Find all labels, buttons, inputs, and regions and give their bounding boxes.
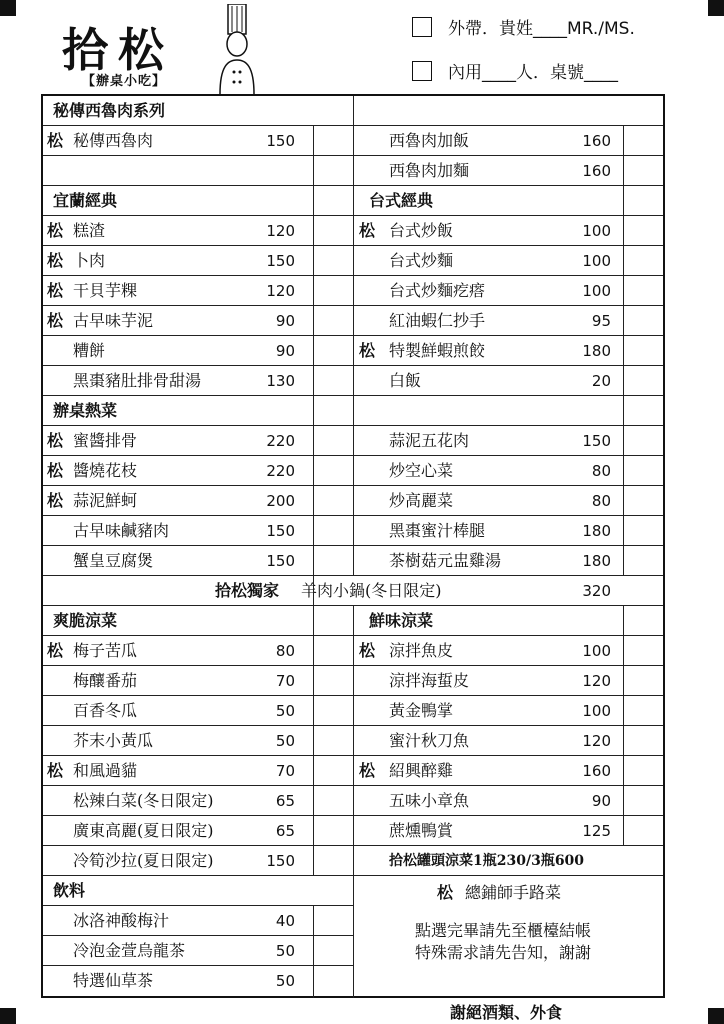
item-name: 古早味鹹豬肉 bbox=[73, 521, 170, 540]
item-name: 蜜醬排骨 bbox=[73, 431, 138, 450]
item-name: 和風過貓 bbox=[73, 761, 138, 780]
dinein-label: 內用____人．桌號____ bbox=[448, 63, 618, 83]
signature-mark: 松 bbox=[47, 131, 64, 150]
signature-mark: 松 bbox=[359, 761, 376, 780]
item-price: 100 bbox=[582, 222, 611, 240]
item-name: 黑棗蜜汁棒腿 bbox=[389, 521, 486, 540]
note-line: 特殊需求請先告知，謝謝 bbox=[415, 943, 592, 962]
signature-mark: 松 bbox=[359, 341, 376, 360]
column-divider bbox=[623, 606, 624, 846]
item-name: 蔗燻鴨賞 bbox=[389, 821, 454, 840]
item-price: 150 bbox=[266, 132, 295, 150]
canned-offer: 拾松罐頭涼菜1瓶230/3瓶600 bbox=[389, 853, 585, 869]
item-price: 120 bbox=[266, 222, 295, 240]
section-title: 爽脆涼菜 bbox=[53, 611, 118, 630]
corner-mark bbox=[708, 1008, 724, 1024]
signature-mark: 松 bbox=[47, 431, 64, 450]
item-name: 冷筍沙拉(夏日限定) bbox=[73, 851, 214, 870]
item-name: 特製鮮蝦煎餃 bbox=[389, 341, 486, 360]
item-price: 40 bbox=[275, 912, 295, 930]
takeout-checkbox[interactable] bbox=[412, 17, 432, 37]
item-name: 紅油蝦仁抄手 bbox=[389, 311, 486, 330]
section-title: 台式經典 bbox=[369, 191, 434, 210]
section-title: 辦桌熱菜 bbox=[53, 401, 118, 420]
item-price: 150 bbox=[266, 522, 295, 540]
signature-mark: 松 bbox=[47, 491, 64, 510]
item-name: 黑棗豬肚排骨甜湯 bbox=[73, 371, 202, 390]
item-price: 90 bbox=[275, 312, 295, 330]
item-name: 糕渣 bbox=[73, 221, 106, 240]
item-name: 蒜泥五花肉 bbox=[389, 431, 470, 450]
item-price: 150 bbox=[266, 552, 295, 570]
item-price: 90 bbox=[591, 792, 611, 810]
item-price: 160 bbox=[582, 132, 611, 150]
item-name: 蜜汁秋刀魚 bbox=[389, 731, 470, 750]
item-price: 150 bbox=[266, 252, 295, 270]
item-name: 廣東高麗(夏日限定) bbox=[73, 821, 214, 840]
signature-mark: 松 bbox=[47, 281, 64, 300]
item-name: 干貝芋粿 bbox=[73, 281, 138, 300]
item-price: 20 bbox=[591, 372, 611, 390]
corner-mark bbox=[708, 0, 724, 16]
column-divider bbox=[313, 126, 314, 876]
item-price: 180 bbox=[582, 552, 611, 570]
signature-mark: 松 bbox=[47, 311, 64, 330]
item-name: 糟餅 bbox=[73, 341, 106, 360]
signature-mark: 松 bbox=[47, 221, 64, 240]
column-divider bbox=[353, 606, 354, 998]
item-price: 80 bbox=[591, 492, 611, 510]
item-name: 涼拌海蜇皮 bbox=[389, 671, 470, 690]
item-name: 紹興醉雞 bbox=[389, 761, 454, 780]
brand-subtitle: 【辦桌小吃】 bbox=[82, 74, 167, 89]
item-price: 220 bbox=[266, 462, 295, 480]
item-price: 150 bbox=[582, 432, 611, 450]
column-divider bbox=[313, 906, 314, 998]
exclusive-price: 320 bbox=[582, 582, 611, 600]
row-divider bbox=[43, 876, 353, 906]
item-name: 芥末小黃瓜 bbox=[73, 731, 154, 750]
item-name: 冰洛神酸梅汁 bbox=[73, 911, 170, 930]
item-price: 125 bbox=[582, 822, 611, 840]
item-price: 100 bbox=[582, 252, 611, 270]
item-price: 100 bbox=[582, 642, 611, 660]
item-name: 黃金鴨掌 bbox=[389, 701, 454, 720]
section-title: 鮮味涼菜 bbox=[369, 611, 434, 630]
item-price: 50 bbox=[275, 972, 295, 990]
item-name: 台式炒麵疙瘩 bbox=[389, 281, 486, 300]
section-title: 秘傳西魯肉系列 bbox=[53, 101, 166, 120]
corner-mark bbox=[0, 1008, 16, 1024]
item-price: 80 bbox=[591, 462, 611, 480]
quantity-box[interactable] bbox=[313, 966, 353, 996]
footer-note: 謝絕酒類、外食 bbox=[450, 1003, 563, 1022]
column-divider bbox=[353, 96, 354, 576]
item-price: 100 bbox=[582, 702, 611, 720]
item-name: 梅釀番茄 bbox=[73, 671, 138, 690]
item-name: 冷泡金萱烏龍茶 bbox=[73, 941, 186, 960]
item-name: 炒空心菜 bbox=[389, 461, 454, 480]
row-divider bbox=[43, 936, 353, 966]
item-name: 台式炒飯 bbox=[389, 221, 454, 240]
item-price: 200 bbox=[266, 492, 295, 510]
row-divider bbox=[43, 906, 353, 936]
chef-illustration bbox=[210, 4, 272, 94]
item-name: 炒高麗菜 bbox=[389, 491, 454, 510]
item-price: 150 bbox=[266, 852, 295, 870]
item-name: 蒜泥鮮蚵 bbox=[73, 491, 138, 510]
signature-mark: 松 bbox=[359, 221, 376, 240]
brand-logo: 拾松 bbox=[62, 23, 174, 77]
item-price: 50 bbox=[275, 732, 295, 750]
item-price: 160 bbox=[582, 762, 611, 780]
section-title: 飲料 bbox=[53, 881, 86, 900]
item-name: 西魯肉加飯 bbox=[389, 131, 470, 150]
item-price: 50 bbox=[275, 702, 295, 720]
item-name: 古早味芋泥 bbox=[73, 311, 154, 330]
item-name: 五味小章魚 bbox=[389, 791, 470, 810]
item-price: 70 bbox=[275, 672, 295, 690]
item-price: 50 bbox=[275, 942, 295, 960]
item-name: 蟹皇豆腐煲 bbox=[73, 551, 154, 570]
note-line: 點選完畢請先至櫃檯結帳 bbox=[415, 921, 592, 940]
takeout-label: 外帶．貴姓____MR./MS. bbox=[448, 19, 635, 39]
item-name: 梅子苦瓜 bbox=[73, 641, 138, 660]
row-divider bbox=[43, 576, 663, 606]
item-price: 95 bbox=[591, 312, 611, 330]
exclusive-label: 拾松獨家 bbox=[215, 581, 280, 600]
item-price: 120 bbox=[582, 732, 611, 750]
item-name: 百香冬瓜 bbox=[73, 701, 138, 720]
item-price: 160 bbox=[582, 162, 611, 180]
column-divider bbox=[623, 126, 624, 576]
exclusive-name: 羊肉小鍋(冬日限定) bbox=[301, 581, 442, 600]
item-name: 白飯 bbox=[389, 371, 422, 390]
signature-mark: 松 bbox=[359, 641, 376, 660]
item-name: 卜肉 bbox=[73, 251, 106, 270]
dinein-checkbox[interactable] bbox=[412, 61, 432, 81]
signature-mark: 松 bbox=[47, 641, 64, 660]
item-price: 180 bbox=[582, 342, 611, 360]
item-name: 西魯肉加麵 bbox=[389, 161, 470, 180]
item-price: 120 bbox=[582, 672, 611, 690]
item-name: 台式炒麵 bbox=[389, 251, 454, 270]
item-price: 130 bbox=[266, 372, 295, 390]
item-price: 90 bbox=[275, 342, 295, 360]
item-name: 特選仙草茶 bbox=[73, 971, 154, 990]
item-price: 80 bbox=[275, 642, 295, 660]
item-price: 120 bbox=[266, 282, 295, 300]
dinein-option[interactable] bbox=[412, 58, 618, 83]
item-name: 茶樹菇元盅雞湯 bbox=[389, 551, 502, 570]
item-price: 220 bbox=[266, 432, 295, 450]
item-name: 醬燒花枝 bbox=[73, 461, 138, 480]
signature-mark: 松 bbox=[47, 761, 64, 780]
signature-mark: 松 bbox=[47, 251, 64, 270]
takeout-option[interactable] bbox=[412, 14, 635, 39]
item-price: 65 bbox=[275, 792, 295, 810]
legend-text: 總鋪師手路菜 bbox=[465, 883, 562, 902]
item-price: 70 bbox=[275, 762, 295, 780]
item-price: 180 bbox=[582, 522, 611, 540]
corner-mark bbox=[0, 0, 16, 16]
item-name: 秘傳西魯肉 bbox=[73, 131, 154, 150]
menu-table bbox=[41, 94, 665, 998]
section-title: 宜蘭經典 bbox=[53, 191, 118, 210]
item-price: 100 bbox=[582, 282, 611, 300]
signature-mark: 松 bbox=[437, 883, 454, 902]
signature-mark: 松 bbox=[47, 461, 64, 480]
item-name: 涼拌魚皮 bbox=[389, 641, 454, 660]
item-price: 65 bbox=[275, 822, 295, 840]
item-name: 松辣白菜(冬日限定) bbox=[73, 791, 214, 810]
